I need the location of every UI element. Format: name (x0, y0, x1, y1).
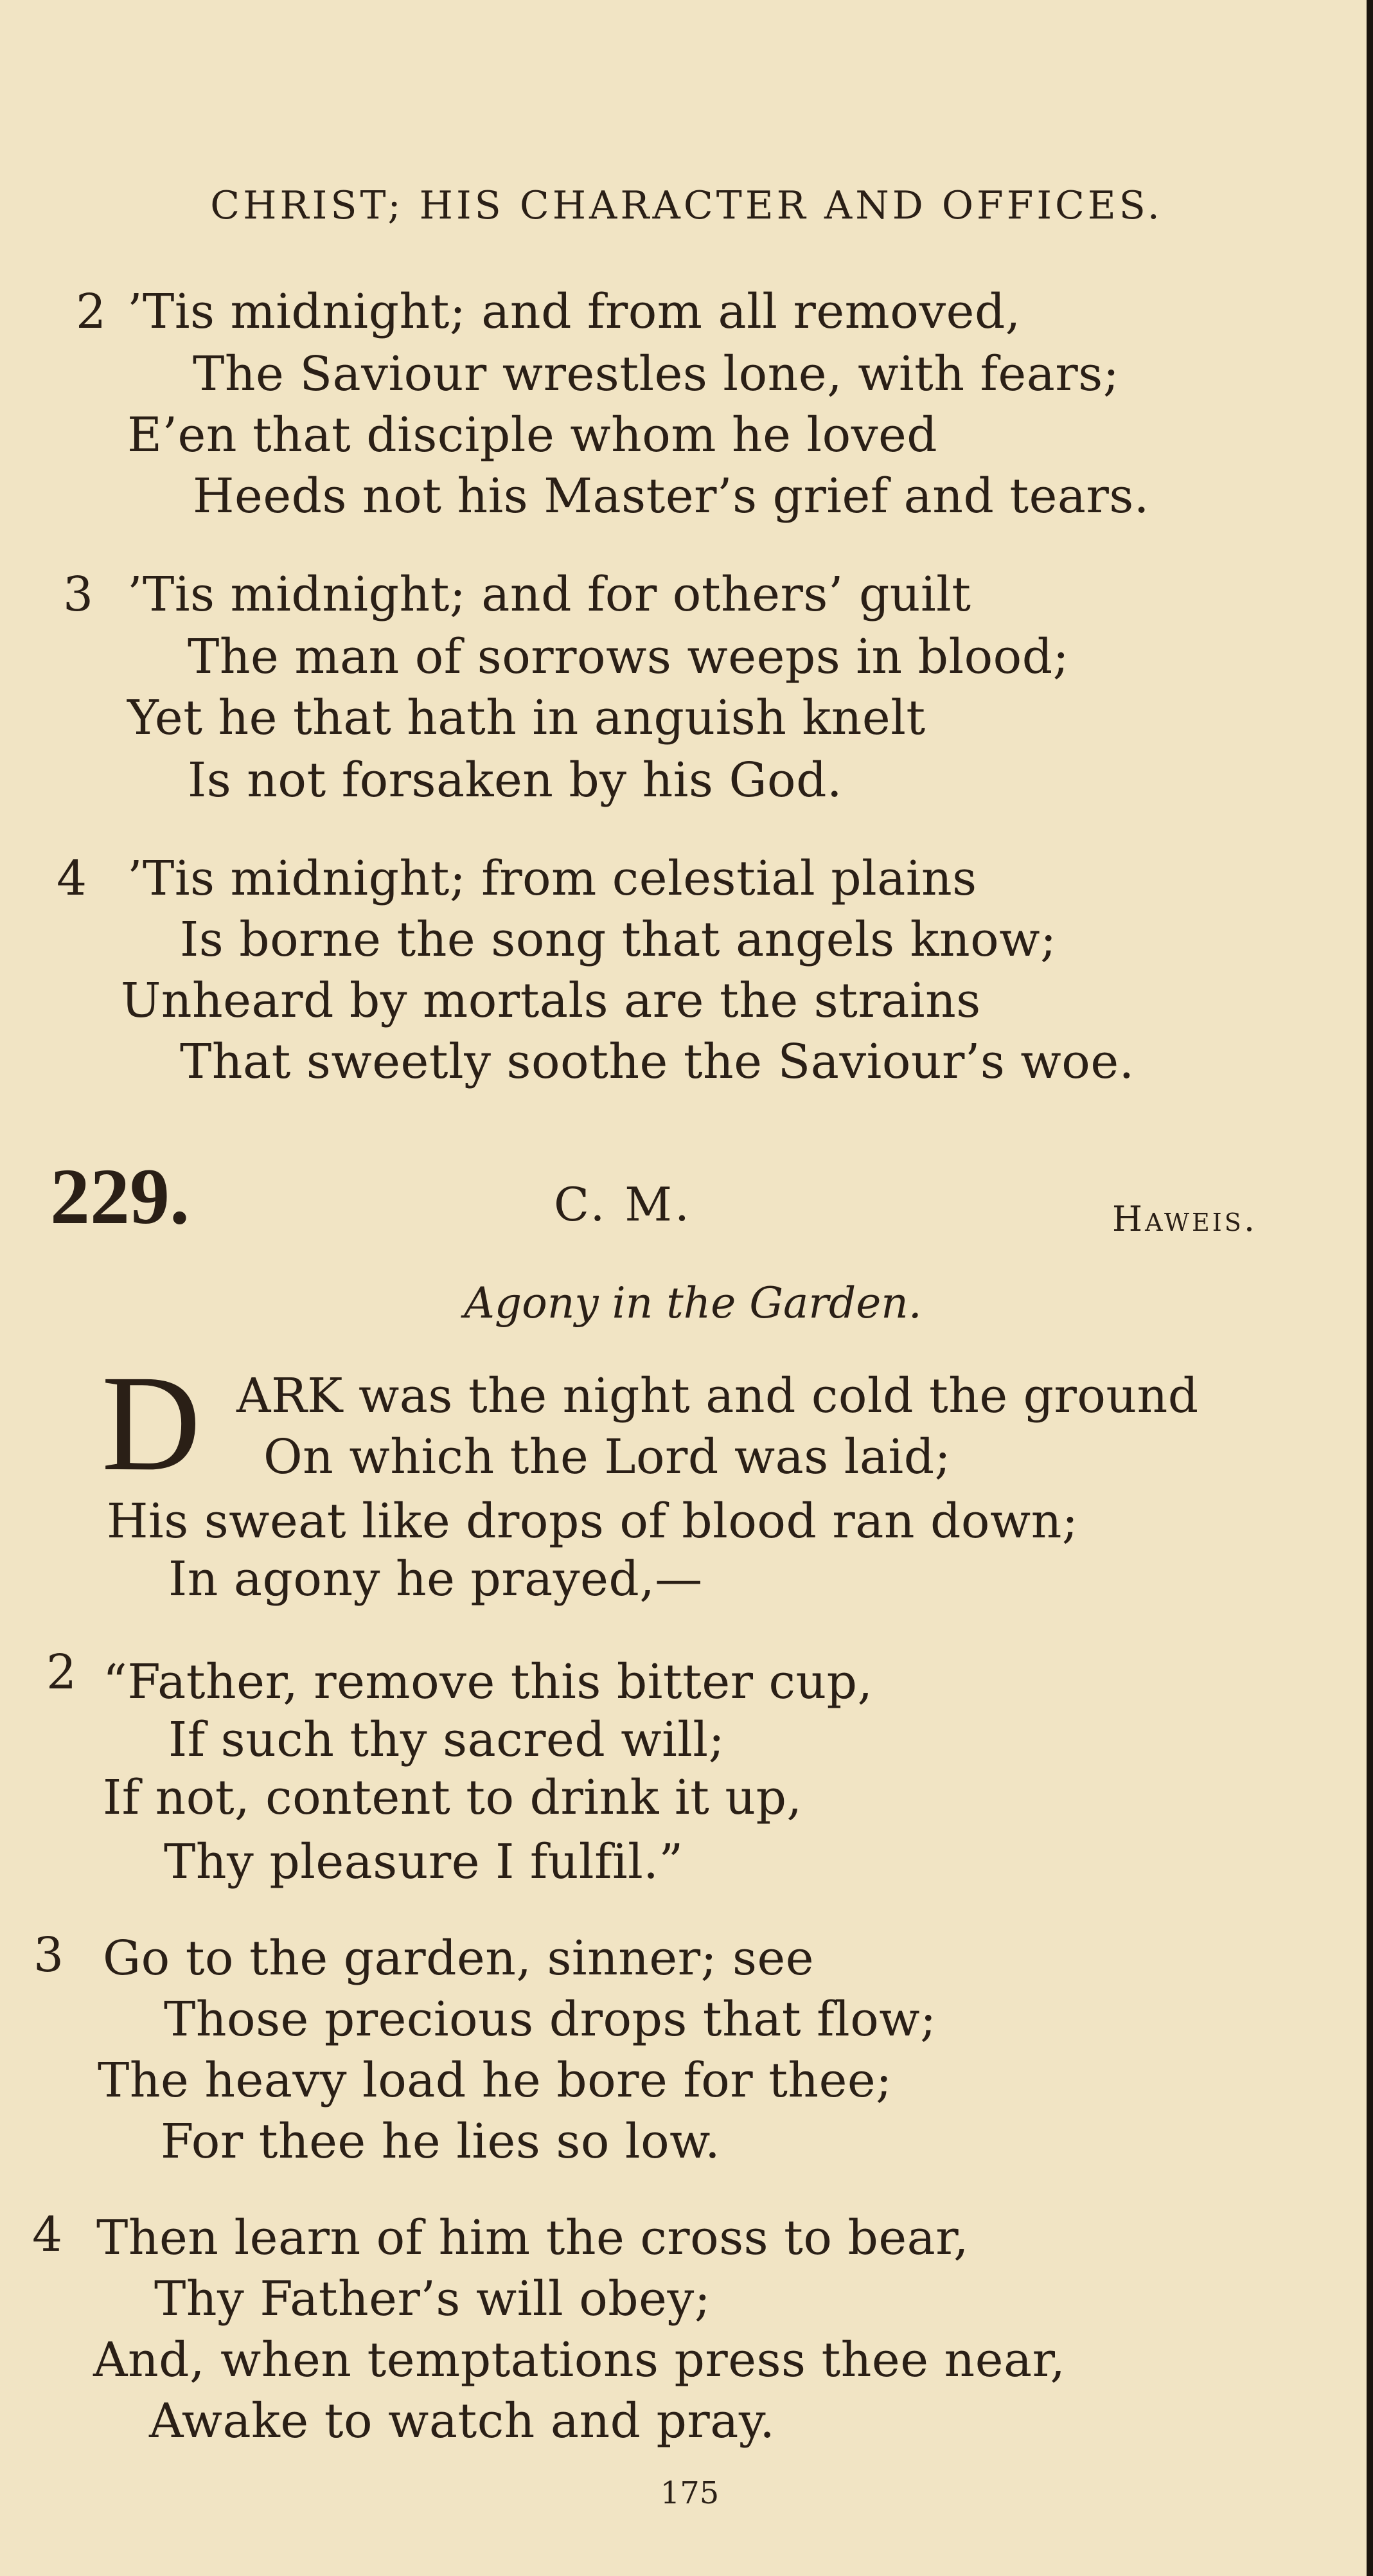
verse-number: 2 (46, 1645, 77, 1700)
verse-line: If not, content to drink it up, (103, 1770, 802, 1825)
verse-line: Thy Father’s will obey; (154, 2271, 711, 2327)
verse-line: Heeds not his Master’s grief and tears. (193, 469, 1149, 524)
verse-line: Is borne the song that angels know; (180, 912, 1057, 967)
verse-line: “Father, remove this bitter cup, (103, 1654, 873, 1710)
verse-line: That sweetly soothe the Saviour’s woe. (180, 1034, 1135, 1089)
verse-line: E’en that disciple whom he loved (127, 407, 938, 463)
verse-line: ARK was the night and cold the ground (236, 1368, 1199, 1424)
verse-line: Yet he that hath in anguish knelt (127, 690, 926, 746)
verse-line: And, when temptations press thee near, (93, 2332, 1066, 2388)
verse-line: Thy pleasure I fulfil.” (164, 1834, 684, 1890)
verse-line: In agony he prayed,— (168, 1552, 703, 1607)
verse-line: The heavy load he bore for thee; (98, 2053, 892, 2108)
verse-line: Awake to watch and pray. (149, 2393, 775, 2449)
verse-line: Those precious drops that flow; (164, 1992, 937, 2047)
hymn-author: Haweis. (1112, 1199, 1257, 1239)
verse-line: For thee he lies so low. (161, 2114, 721, 2169)
verse-number: 3 (33, 1928, 64, 1983)
verse-line: Unheard by mortals are the strains (121, 973, 981, 1028)
drop-cap: D (102, 1347, 201, 1499)
verse-number: 3 (63, 567, 94, 622)
verse-number: 4 (32, 2207, 63, 2262)
verse-line: ’Tis midnight; and for others’ guilt (127, 567, 971, 622)
verse-line: Then learn of him the cross to bear, (96, 2210, 970, 2266)
verse-line: Is not forsaken by his God. (188, 753, 843, 808)
verse-line: On which the Lord was laid; (263, 1429, 952, 1485)
verse-line: The Saviour wrestles lone, with fears; (193, 346, 1120, 402)
hymn-meter: C. M. (554, 1177, 692, 1231)
verse-line: If such thy sacred will; (168, 1712, 725, 1767)
running-head: CHRIST; HIS CHARACTER AND OFFICES. (210, 183, 1163, 228)
verse-line: His sweat like drops of blood ran down; (107, 1494, 1079, 1549)
verse-number: 2 (76, 284, 107, 339)
verse-line: The man of sorrows weeps in blood; (188, 629, 1070, 684)
hymn-subtitle: Agony in the Garden. (464, 1278, 922, 1328)
verse-number: 4 (57, 851, 87, 906)
page-number: 175 (660, 2475, 720, 2511)
hymn-number: 229. (50, 1152, 190, 1240)
verse-line: Go to the garden, sinner; see (103, 1931, 815, 1986)
verse-line: ’Tis midnight; and from all removed, (127, 284, 1021, 339)
verse-line: ’Tis midnight; from celestial plains (127, 851, 977, 906)
